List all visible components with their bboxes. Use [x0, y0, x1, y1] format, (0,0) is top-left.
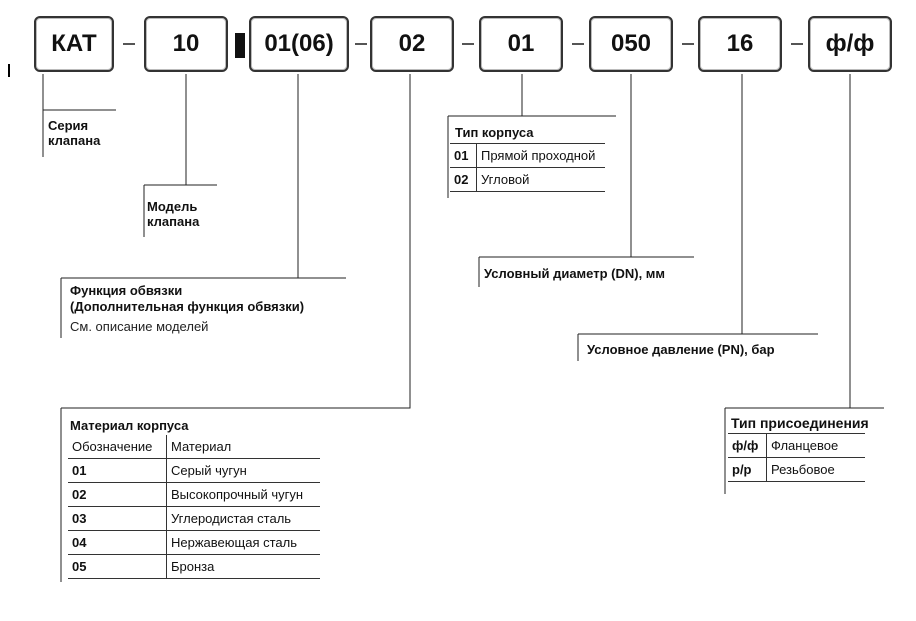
- cell-code: 01: [450, 144, 477, 168]
- code-box-material: 02: [370, 16, 454, 72]
- label-pressure: Условное давление (PN), бар: [587, 342, 775, 357]
- table-row: [68, 555, 320, 579]
- material-title: Материал корпуса: [70, 418, 189, 433]
- table-row: [68, 531, 320, 555]
- leader-function: [61, 74, 298, 278]
- leader-material: [61, 74, 410, 408]
- label-function-extra: (Дополнительная функция обвязки): [70, 299, 305, 314]
- table-row: [68, 507, 320, 531]
- table-row: [728, 458, 865, 482]
- cell-code: 01: [68, 459, 167, 483]
- cell-name: Серый чугун: [167, 459, 321, 483]
- cell-name: Угловой: [477, 168, 606, 192]
- cell-name: Резьбовое: [767, 458, 866, 482]
- cell-code: 03: [68, 507, 167, 531]
- cell-code: 05: [68, 555, 167, 579]
- cell-code: ф/ф: [728, 434, 767, 458]
- connection-title: Тип присоединения: [731, 415, 869, 431]
- cell-name: Нержавеющая сталь: [167, 531, 321, 555]
- code-box-body-type: 01: [479, 16, 563, 72]
- table-row: [450, 168, 605, 192]
- leader-connection: [725, 74, 850, 408]
- code-box-pressure: 16: [698, 16, 782, 72]
- code-box-series: КАТ: [34, 16, 114, 72]
- cell-name: Высокопрочный чугун: [167, 483, 321, 507]
- label-function-title: Функция обвязки: [70, 283, 183, 298]
- label-diameter: Условный диаметр (DN), мм: [484, 266, 666, 281]
- cell-name: Прямой проходной: [477, 144, 606, 168]
- label-series: Серия клапана: [48, 118, 101, 148]
- label-function-note: См. описание моделей: [70, 319, 209, 334]
- table-row: [68, 459, 320, 483]
- code-box-model: 10: [144, 16, 228, 72]
- leader-series: [43, 74, 116, 110]
- leader-body-type: [448, 74, 522, 116]
- label-model: Модель клапана: [147, 199, 200, 229]
- cell-name: Бронза: [167, 555, 321, 579]
- cell-code: р/р: [728, 458, 767, 482]
- table-row: [68, 483, 320, 507]
- leader-pressure: [578, 74, 742, 334]
- code-box-function: 01(06): [249, 16, 349, 72]
- cell-code: 02: [68, 483, 167, 507]
- body-type-table: [450, 143, 605, 192]
- connection-table: [728, 433, 865, 482]
- table-row: [728, 434, 865, 458]
- cell-code: 04: [68, 531, 167, 555]
- cell-name: Фланцевое: [767, 434, 866, 458]
- code-box-connection: ф/ф: [808, 16, 892, 72]
- header-code: Обозначение: [68, 435, 167, 459]
- cell-name: Углеродистая сталь: [167, 507, 321, 531]
- code-box-diameter: 050: [589, 16, 673, 72]
- header-name: Материал: [167, 435, 321, 459]
- table-row: [450, 144, 605, 168]
- table-header-row: [68, 435, 320, 459]
- body-type-title: Тип корпуса: [455, 125, 534, 140]
- leader-model: [144, 74, 186, 185]
- cell-code: 02: [450, 168, 477, 192]
- material-table: [68, 435, 320, 579]
